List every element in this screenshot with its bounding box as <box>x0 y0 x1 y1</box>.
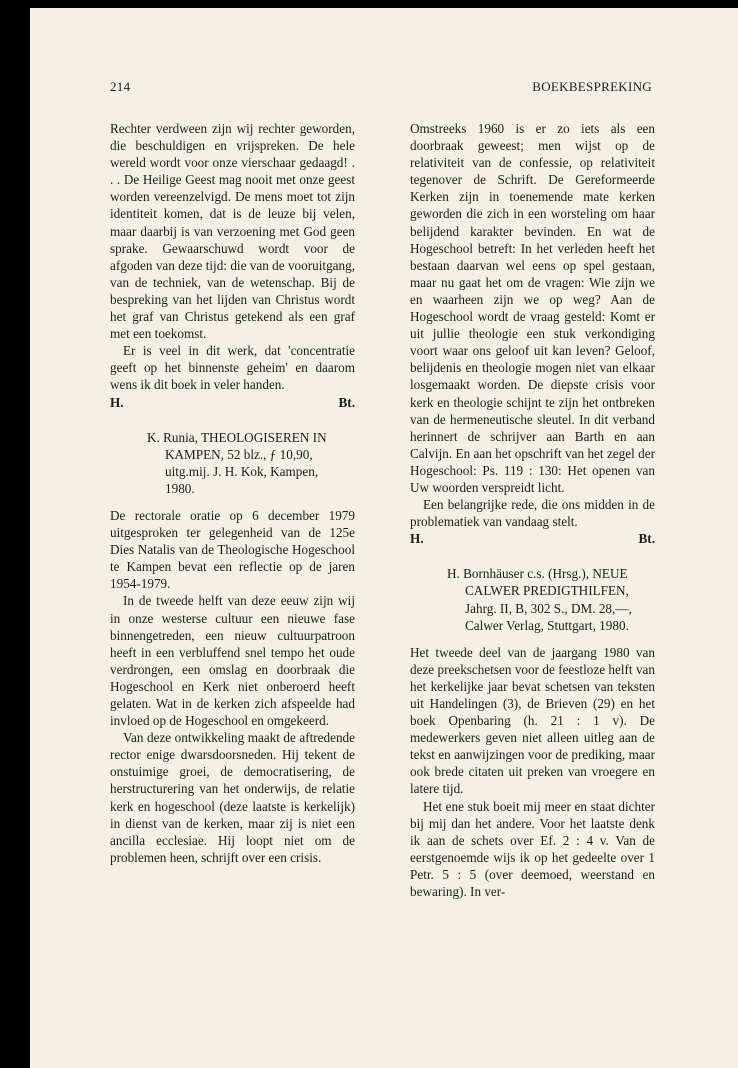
review-signature <box>110 394 355 411</box>
signature-initials: Bt. <box>638 531 655 547</box>
signature-initial: H. <box>410 531 424 547</box>
paragraph: Rechter verdween zijn wij rechter geworden, die beschuldigen en vrijspreken. De hele wereld wordt voor onze vierschaar gedaagd! . . . De Heilige Geest mag nooit met onze geest worden vereenzelvigd. De mens moet tot zijn identiteit komen, dat is de leuze bij velen, maar daarbij is van verzoening met God geen sprake. Gewaarschuwd wordt voor de afgoden van deze tijd: die van de vooruitgang, van de techniek, van de wetenschap. Bij de bespreking van het lijden van Christus wordt het graf van Christus getekend als een graf met een toekomst. <box>110 121 355 342</box>
book-reference <box>110 429 355 497</box>
paragraph: De rectorale oratie op 6 december 1979 uitgesproken ter gelegenheid van de 125e Dies Natalis van de Theologische Hogeschool te Kampen bevat een reflectie op de jaren 1954-1979. <box>110 507 355 592</box>
reference-line: H. Bornhäuser c.s. (Hrsg.), NEUE <box>447 566 628 582</box>
paragraph: Van deze ontwikkeling maakt de aftredende rector enige dwarsdoorsneden. Hij tekent de onstuimige groei, de democratisering, de herstructurering van het onderwijs, de relatie kerk en hogeschool (deze laatste is kerkelijk) in dienst van de kerken, maar zij is niet een ancilla ecclesiae. Hij loopt niet om de problemen heen, schrijft over een crisis. <box>110 730 355 865</box>
book-reference <box>410 565 655 633</box>
reference-line: K. Runia, THEOLOGISEREN IN <box>147 429 327 445</box>
signature-initial: H. <box>110 394 124 410</box>
reference-line: 1980. <box>165 480 195 496</box>
reference-line: Jahrg. II, B, 302 S., DM. 28,—, <box>465 600 632 616</box>
signature-initials: Bt. <box>338 394 355 410</box>
reference-line: Calwer Verlag, Stuttgart, 1980. <box>465 617 629 633</box>
paragraph: Het tweede deel van de jaargang 1980 van deze preekschetsen voor de feestloze helft van het kerkelijke jaar bevat schetsen van teksten uit Handelingen (3), de Brieven (29) en het boek Openbaring (h. 21 : 1 v). De medewerkers geven niet alleen uitleg aan de tekst en aanwijzingen voor de prediking, maar ook brede citaten uit preken van vroegere en latere tijd. <box>410 644 655 797</box>
paragraph: In de tweede helft van deze eeuw zijn wij in onze westerse cultuur een nieuwe fase binnengetreden, een nieuw cultuurpatroon heeft in een verbluffend snel tempo het oude verdrongen, een omslag en doorbraak die Hogeschool en Kerk niet onberoerd heeft gelaten. Wat in de kerken zich afspeelde had invloed op de Hogeschool en omgekeerd. <box>110 593 355 729</box>
reference-line: KAMPEN, 52 blz., ƒ 10,90, <box>165 446 313 462</box>
right-column <box>410 120 655 900</box>
page-number: 214 <box>110 79 131 94</box>
paragraph: Het ene stuk boeit mij meer en staat dichter bij mij dan het andere. Voor het laatste denk ik aan de schets over Ef. 2 : 4 v. Van de eerstgenoemde wijs ik op het gedeelte over 1 Petr. 5 : 5 (over deemoed, weerstand en bewaring). In ver- <box>410 798 655 900</box>
reference-line: CALWER PREDIGTHILFEN, <box>465 583 629 599</box>
review-signature <box>410 530 655 547</box>
paragraph: Er is veel in dit werk, dat 'concentratie geeft op het binnenste geheim' en daarom wens ik dit boek in veler handen. <box>110 343 355 393</box>
left-column <box>110 120 355 866</box>
paragraph: Omstreeks 1960 is er zo iets als een doorbraak geweest; men wijst op de relativiteit van de confessie, op relativiteit tegenover de Schrift. De Gereformeerde Kerken zijn in toenemende mate kerken geworden die zich in een worsteling om haar belijdend karakter bevinden. En wat de Hogeschool betreft: In het verleden heeft het bestaan daarvan wel eens op spel gestaan, maar nu gaat het om de vragen: Wie zijn we en waarheen zijn we op weg? Aan de Hogeschool wordt de vraag gesteld: Komt er uit jullie theologie een stuk verkondiging voort waar ons geloof uit kan leven? Geloof, belijdenis en theologie mogen niet van elkaar losgemaakt worden. De diepste crisis voor kerk en theologie schijnt te zijn het ontbreken van de hermeneutische sleutel. In dit verband herinnert de schrijver aan Barth en aan Calvijn. En aan het opschrift van het zegel der Hogeschool: Ps. 119 : 130: Het openen van Uw woorden verspreidt licht. <box>410 121 655 495</box>
running-title: BOEKBESPREKING <box>532 79 652 94</box>
paragraph: Een belangrijke rede, die ons midden in de problematiek van vandaag stelt. <box>410 497 655 530</box>
reference-line: uitg.mij. J. H. Kok, Kampen, <box>165 463 319 479</box>
